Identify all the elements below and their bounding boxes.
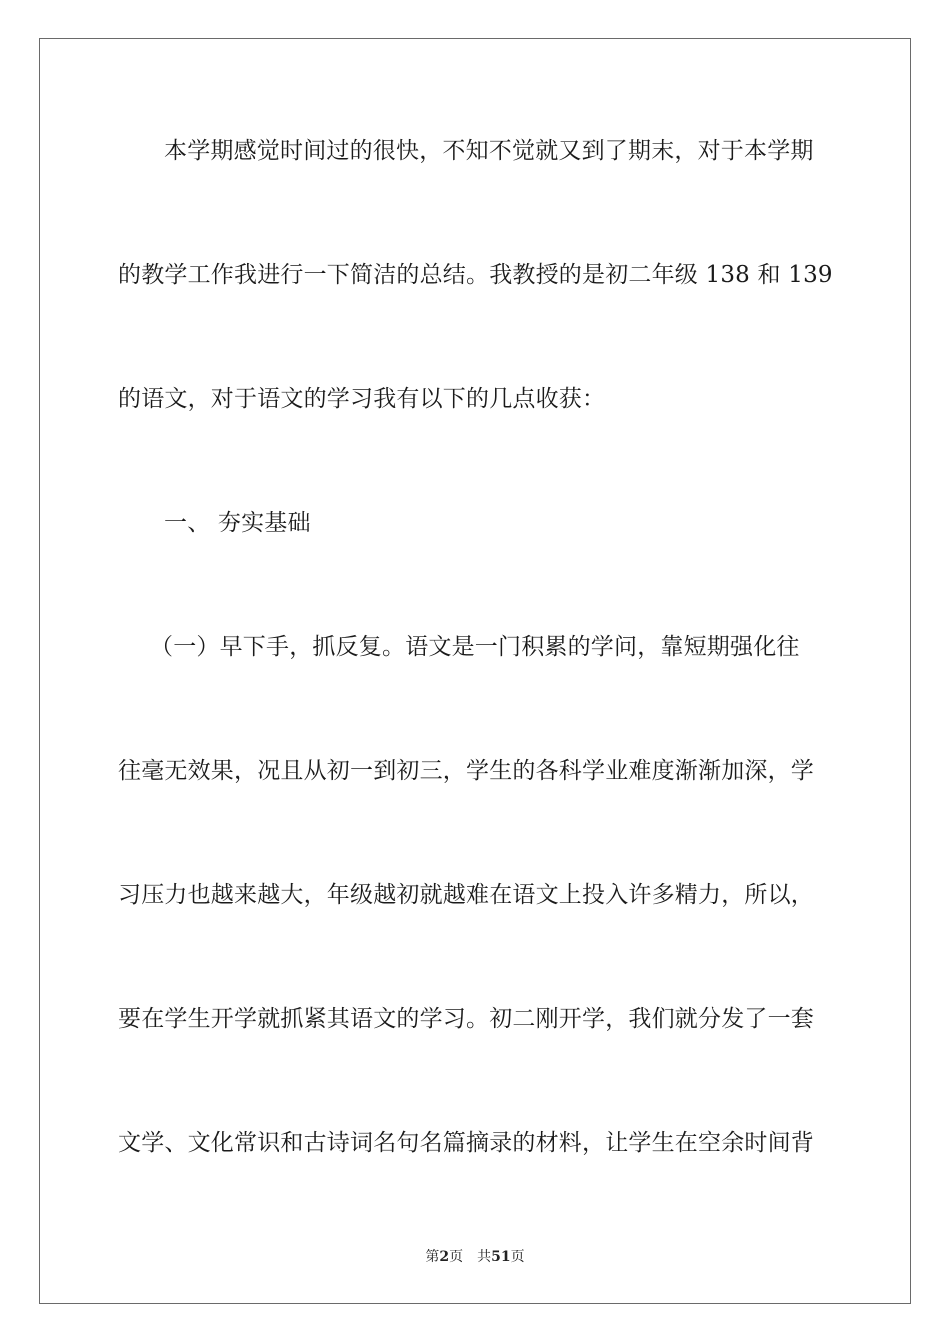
paragraph-line-2: 的教学工作我进行一下简洁的总结。我教授的是初二年级 138 和 139 bbox=[118, 262, 833, 288]
total-pages: 51 bbox=[491, 1249, 511, 1265]
paragraph-line-8: 要在学生开学就抓紧其语文的学习。初二刚开学，我们就分发了一套 bbox=[118, 1006, 814, 1032]
paragraph-line-9: 文学、文化常识和古诗词名句名篇摘录的材料，让学生在空余时间背 bbox=[118, 1130, 814, 1156]
page-prefix: 第 bbox=[425, 1249, 440, 1265]
total-prefix: 共 bbox=[477, 1249, 492, 1265]
page-footer bbox=[0, 1248, 950, 1266]
page-border bbox=[39, 38, 911, 1304]
total-suffix: 页 bbox=[510, 1249, 525, 1265]
page-number: 2 bbox=[439, 1249, 450, 1265]
paragraph-line-3: 的语文，对于语文的学习我有以下的几点收获： bbox=[118, 386, 606, 412]
section-heading: 一、 夯实基础 bbox=[164, 510, 311, 536]
paragraph-line-6: 往毫无效果，况且从初一到初三，学生的各科学业难度渐渐加深，学 bbox=[118, 758, 814, 784]
paragraph-line-5: （一）早下手，抓反复。语文是一门积累的学问，靠短期强化往 bbox=[150, 634, 800, 660]
paragraph-line-7: 习压力也越来越大，年级越初就越难在语文上投入许多精力，所以， bbox=[118, 882, 814, 908]
page-suffix: 页 bbox=[449, 1249, 464, 1265]
paragraph-line-1: 本学期感觉时间过的很快，不知不觉就又到了期末，对于本学期 bbox=[164, 138, 814, 164]
